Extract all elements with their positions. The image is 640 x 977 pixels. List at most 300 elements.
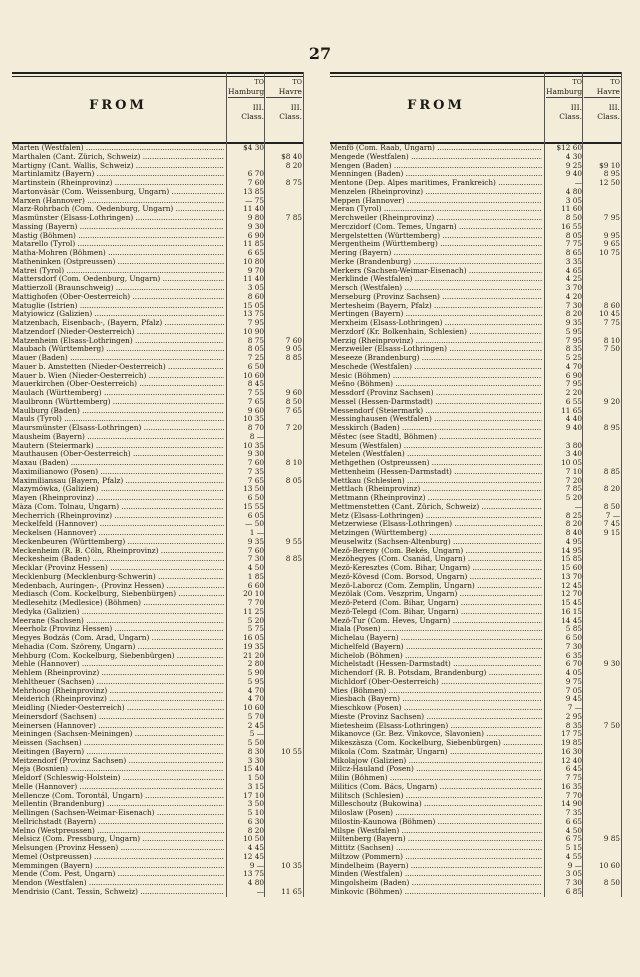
place-name: Mazymówka, (Galizien) ..... [12,485,224,494]
table-header [330,72,622,144]
place-name: Mattighofen (Ober-Oesterreich) ..... [12,293,224,302]
place-name: Meckesheim (Baden) ..... [12,555,224,564]
hamburg-column-header: TO Hamburg III. Class. [546,78,583,121]
havre-fare: 9 60 [285,388,302,397]
place-name: Michelfeld (Bayern) ..... [330,643,542,652]
hamburg-fare: 17 10 [243,790,264,800]
hamburg-fare: 8 20 [565,519,582,529]
place-name: Maulach (Württemberg) ..... [12,389,224,398]
hamburg-fare: 7 35 [247,466,264,476]
place-name: Melsungen (Provinz Hessen) ..... [12,844,224,853]
havre-fare: 7 — [605,510,620,520]
hamburg-fare: 8 20 [565,309,582,319]
place-name: Mingolsheim (Baden) ..... [330,879,542,888]
havre-fare: 9 05 [285,344,302,354]
hamburg-fare: 6 85 [565,886,582,896]
place-name: Meckenbeuren (Württemberg) ..... [12,538,224,547]
place-name: Mikanovce (Gr. Bez. Vinkovce, Slavonien) ..... [330,730,542,739]
havre-fare: 10 75 [599,248,620,257]
place-name: Megyes Bodzás (Com. Arad, Ungarn) ..... [12,634,224,643]
hamburg-fare: 7 25 [247,353,264,362]
place-name: Mesum (Westfalen) ..... [330,442,542,451]
hamburg-fare: 1 50 [247,773,264,782]
havre-fare: 10 55 [281,746,302,756]
hamburg-fare: 15 40 [243,764,264,774]
place-name: Mettlach (Rheinprovinz) ..... [330,485,542,494]
hamburg-fare: 7 95 [565,379,582,389]
hamburg-fare: 6 50 [247,493,264,502]
havre-fare: 9 15 [603,528,620,537]
place-name: Mediasch (Com. Kockelburg, Siebenbürgen) ..... [12,590,224,599]
right-rate-list [330,144,622,897]
place-name: Meppen (Hannover) ..... [330,197,542,206]
hamburg-fare: 11 85 [243,239,264,249]
place-name: Maxau (Baden) ..... [12,459,224,468]
havre-fare: 7 85 [285,213,302,222]
place-name: Meran (Tyrol) ..... [330,205,542,214]
place-name: Michendorf (R. B. Potsdam, Brandenburg) ..... [330,669,542,678]
place-name: Maulbronn (Württemberg) ..... [12,398,224,407]
hamburg-fare: 3 50 [247,799,264,809]
havre-fare: 8 95 [603,423,620,432]
place-name: Medenbach, Auringen-, (Provinz Hessen) ..... [12,582,224,591]
hamburg-fare: 7 20 [565,475,582,485]
left-column [12,72,304,897]
place-name: Miesbach (Bayern) ..... [330,695,542,704]
havre-fare: 10 45 [599,309,620,319]
havre-fare: 7 50 [603,344,620,354]
hamburg-fare: 5 — [249,729,264,739]
place-name: Mentone (Dep. Alpes maritimes, Frankreich) ..... [330,179,542,188]
havre-fare: 7 65 [285,405,302,415]
place-name: Mikeszàsza (Com. Kockelburg, Siebenbürgen) ..... [330,739,542,748]
hamburg-fare: 6 60 [247,580,264,590]
hamburg-fare: 8 05 [565,230,582,240]
place-name: Mengen (Baden) ..... [330,162,542,171]
hamburg-fare: 4 65 [565,265,582,275]
place-name: Maulburg (Baden) ..... [12,407,224,416]
place-name: Mendrisio (Cant. Tessin, Schweiz) ..... [12,888,224,897]
hamburg-fare: 14 95 [561,545,582,555]
place-name: Michelob (Böhmen) ..... [330,652,542,661]
place-name: Mezöhegyes (Com. Csanád, Ungarn) ..... [330,555,542,564]
hamburg-fare: 12 45 [243,851,264,861]
place-name: Mesic (Böhmen) ..... [330,372,542,381]
place-name: Mayen (Rheinprovinz) ..... [12,494,224,503]
hamburg-fare: 10 50 [243,834,264,844]
hamburg-fare: 11 65 [561,405,582,415]
column-rule [582,72,583,897]
hamburg-fare: 6 65 [565,816,582,826]
hamburg-fare: 11 60 [561,204,582,214]
hamburg-fare: 10 80 [243,256,264,266]
place-name: Meckelsen (Hannover) ..... [12,529,224,538]
place-name: Milleschoutz (Bukowina) ..... [330,800,542,809]
place-name: Miala (Posen) ..... [330,625,542,634]
hamburg-fare: 7 — [567,703,582,712]
left-rate-list [12,144,304,897]
hamburg-fare: 17 75 [561,729,582,739]
table-row [12,153,304,162]
place-name: Mettmann (Rheinprovinz) ..... [330,494,542,503]
havre-fare: 9 65 [603,239,620,249]
place-name: Miltzow (Pommern) ..... [330,853,542,862]
hamburg-fare: 3 05 [565,195,582,205]
hamburg-fare: 7 70 [247,598,264,607]
place-name: Melsicz (Com. Pressburg, Ungarn) ..... [12,835,224,844]
havre-fare: 7 45 [603,519,620,529]
place-name: Mettmenstetten (Cant. Zürich, Schweiz) ..... [330,503,542,512]
place-name: Medlesehitz (Medlesice) (Böhmen) ..... [12,599,224,608]
place-name: Mattierzoll (Braunschweig) ..... [12,284,224,293]
hamburg-fare: 7 75 [565,239,582,249]
place-name: Messel (Hessen-Darmstadt) ..... [330,398,542,407]
havre-fare: 8 85 [285,554,302,564]
place-name: Minden (Westfalen) ..... [330,870,542,879]
place-name: Melno (Westpreussen) ..... [12,827,224,836]
hamburg-fare: 7 55 [247,388,264,397]
place-name: Meerane (Sachsen) ..... [12,617,224,626]
hamburg-fare: 5 20 [247,615,264,625]
havre-fare: 8 75 [285,178,302,187]
hamburg-fare: 5 15 [565,843,582,852]
hamburg-fare: 7 05 [565,685,582,695]
place-name: Marthalen (Cant. Zürich, Schweiz) ..... [12,153,224,162]
havre-fare: 8 10 [603,335,620,345]
hamburg-fare: 2 95 [565,711,582,721]
place-name: Mautern (Steiermark) ..... [12,442,224,451]
place-name: Mehburg (Com. Kockelburg, Siebenbürgen) ..... [12,652,224,661]
place-name: Mehrhoog (Rheinprovinz) ..... [12,687,224,696]
hamburg-fare: 16 05 [243,633,264,642]
place-name: Meckelfeld (Hannover) ..... [12,520,224,529]
hamburg-fare: 15 85 [561,554,582,564]
havre-fare: $9 10 [599,160,620,170]
place-name: Merseburg (Provinz Sachsen) ..... [330,293,542,302]
hamburg-fare: 7 30 [247,554,264,564]
havre-fare: 7 50 [603,720,620,730]
hamburg-fare: — [574,178,582,187]
place-name: Mezölak (Com. Veszprim, Ungarn) ..... [330,590,542,599]
place-name: Martonvàsàr (Com. Weissenburg, Ungarn) ..... [12,188,224,197]
place-name: Melle (Hannover) ..... [12,783,224,792]
place-name: Marten (Westfalen) ..... [12,144,224,153]
place-name: Meuselwitz (Sachsen-Altenburg) ..... [330,538,542,547]
hamburg-fare: 7 30 [565,878,582,887]
place-name: Mecklar (Provinz Hessen) ..... [12,564,224,573]
hamburg-fare: 3 05 [565,869,582,879]
place-name: Meiderich (Rheinprovinz) ..... [12,695,224,704]
place-name: Mikola (Com. Szatmàr, Ungarn) ..... [330,748,542,757]
place-name: Mehadia (Com. Szöreny, Ungarn) ..... [12,643,224,652]
hamburg-fare: 9 30 [247,449,264,459]
place-name: Mezö-Bereny (Com. Bekés, Ungarn) ..... [330,547,542,556]
havre-fare: 8 50 [285,396,302,406]
hamburg-fare: 4 50 [565,825,582,835]
hamburg-fare: 7 60 [247,458,264,467]
havre-fare: 9 95 [603,230,620,240]
hamburg-fare: 8 45 [247,379,264,389]
havre-fare: 8 95 [603,169,620,179]
hamburg-fare: 8 40 [565,528,582,537]
place-name: Màza (Com. Tolnau, Ungarn) ..... [12,503,224,512]
place-name: Merzig (Rheinprovinz) ..... [330,337,542,346]
hamburg-fare: 3 80 [565,440,582,450]
place-name: Martinstein (Rheinprovinz) ..... [12,179,224,188]
place-name: Matzenbach, Eisenbach-, (Bayern, Pfalz) ..... [12,319,224,328]
place-name: Mauthausen (Ober-Oesterreich) ..... [12,450,224,459]
place-name: Menningen (Baden) ..... [330,170,542,179]
havre-fare: 8 50 [603,878,620,887]
place-name: Milostin-Kaunowa (Böhmen) ..... [330,818,542,827]
hamburg-fare: 6 70 [247,169,264,179]
hamburg-fare: 4 70 [565,361,582,371]
place-name: Mezö-Tur (Com. Heves, Ungarn) ..... [330,617,542,626]
place-name: Matarello (Tyrol) ..... [12,240,224,249]
hamburg-fare: — [574,501,582,511]
place-name: Matrei (Tyrol) ..... [12,267,224,276]
table-row [330,888,622,897]
place-name: Mehle (Hannover) ..... [12,660,224,669]
hamburg-fare: 12 40 [561,755,582,765]
hamburg-fare: 16 15 [561,606,582,616]
havre-fare: 7 60 [285,335,302,345]
hamburg-fare: 4 40 [565,414,582,424]
hamburg-fare: 9 40 [565,169,582,179]
hamburg-fare: 13 50 [243,484,264,494]
place-name: Matyiowicz (Galizien) ..... [12,310,224,319]
place-name: Mezö-Keresztes (Com. Bihar, Ungarn) ..... [330,564,542,573]
hamburg-fare: 10 60 [243,703,264,712]
place-name: Messinghausen (Westfalen) ..... [330,415,542,424]
hamburg-fare: 16 55 [561,221,582,231]
hamburg-fare: 7 30 [565,300,582,310]
havre-fare: 9 30 [603,659,620,669]
hamburg-fare: 13 70 [561,571,582,581]
place-name: Militics (Com. Bács, Ungarn) ..... [330,783,542,792]
table-row [12,888,304,897]
place-name: Metzingen (Württemberg) ..... [330,529,542,538]
from-heading: FROM [89,98,147,113]
place-name: Mezö-Telegd (Com. Bihar, Ungarn) ..... [330,608,542,617]
hamburg-fare: 7 95 [565,335,582,345]
hamburg-fare: 10 90 [243,326,264,336]
hamburg-fare: 3 40 [565,449,582,459]
place-name: Meinersen (Hannover) ..... [12,722,224,731]
place-name: Messdorf (Provinz Sachsen) ..... [330,389,542,398]
place-name: Merke (Brandenburg) ..... [330,258,542,267]
place-name: Metz (Elsass-Lothringen) ..... [330,512,542,521]
place-name: Meitingen (Bayern) ..... [12,748,224,757]
place-name: Medyka (Galizien) ..... [12,608,224,617]
hamburg-fare: 7 95 [247,318,264,327]
place-name: Mertingen (Bayern) ..... [330,310,542,319]
place-name: Mindelheim (Bayern) ..... [330,862,542,871]
hamburg-fare: 8 60 [247,291,264,301]
hamburg-fare: 11 25 [243,606,264,616]
havre-column-header: TO Havre III. Class. [584,78,620,121]
hamburg-fare: 16 35 [561,781,582,791]
havre-fare: 7 75 [603,318,620,327]
place-name: Merzdorf (Kr. Bolkenhain, Schlesien) ..... [330,328,542,337]
hamburg-fare: 6 75 [565,834,582,844]
hamburg-fare: 6 05 [247,510,264,520]
place-name: Methgethen (Ostpreussen) ..... [330,459,542,468]
place-name: Meinersdorf (Sachsen) ..... [12,713,224,722]
place-name: Michelstadt (Hessen-Darmstadt) ..... [330,660,542,669]
havre-fare: 11 65 [281,886,302,896]
place-name: Minkovic (Böhmen) ..... [330,888,542,897]
place-name: Mikolajow (Galizien) ..... [330,757,542,766]
hamburg-fare: 7 35 [565,808,582,817]
place-name: Mauer b. Wien (Nieder-Oesterreich) ..... [12,372,224,381]
place-name: Maubach (Württemberg) ..... [12,345,224,354]
hamburg-fare: 4 80 [247,878,264,887]
hamburg-fare: 6 45 [565,764,582,774]
hamburg-fare: 10 35 [243,440,264,450]
havre-fare: 8 20 [603,484,620,494]
hamburg-fare: 8 65 [565,248,582,257]
place-name: Mezö-Laborcz (Com. Zemplin, Ungarn) ..... [330,582,542,591]
place-name: Merczidorf (Com. Temes, Ungarn) ..... [330,223,542,232]
place-name: Militsch (Schlesien) ..... [330,792,542,801]
column-rule [264,72,265,897]
hamburg-fare: 10 35 [243,414,264,424]
hamburg-fare: 8 25 [565,510,582,520]
hamburg-fare: 4 20 [565,291,582,301]
place-name: Meschede (Westfalen) ..... [330,363,542,372]
hamburg-fare: 6 65 [247,248,264,257]
hamburg-fare: 11 40 [243,204,264,214]
column-rule [621,72,622,897]
place-name: Mellingen (Sachsen-Weimar-Eisenach) ..... [12,809,224,818]
hamburg-fare: 6 50 [247,361,264,371]
place-name: Mecherrich (Rheinprovinz) ..... [12,512,224,521]
hamburg-fare: 9 80 [247,213,264,222]
place-name: Masmünster (Elsass-Lothringen) ..... [12,214,224,223]
place-name: Martigny (Cant. Wallis, Schweiz) ..... [12,162,224,171]
place-name: Mendon (Westfalen) ..... [12,879,224,888]
hamburg-fare: 5 25 [565,353,582,362]
hamburg-fare: 6 90 [565,370,582,380]
hamburg-fare: 16 30 [561,746,582,756]
hamburg-fare: 5 75 [247,624,264,634]
hamburg-fare: 9 — [249,860,264,870]
place-name: Miloslaw (Posen) ..... [330,809,542,818]
hamburg-fare: 3 05 [247,283,264,292]
place-name: Merklinde (Westfalen) ..... [330,275,542,284]
hamburg-fare: 12 45 [561,580,582,590]
place-name: Mauer (Baden) ..... [12,354,224,363]
place-name: Meerholz (Provinz Hessen) ..... [12,625,224,634]
place-name: Mellentin (Brandenburg) ..... [12,800,224,809]
hamburg-fare: 9 70 [247,265,264,275]
place-name: Merxheim (Elsass-Lothringen) ..... [330,319,542,328]
hamburg-fare: 9 45 [565,694,582,704]
hamburg-fare: 15 60 [561,563,582,572]
column-rule [544,72,545,897]
havre-fare: 8 85 [603,466,620,476]
havre-fare: $8 40 [281,151,302,161]
havre-column-header: TO Havre III. Class. [266,78,302,121]
hamburg-fare: 10 60 [243,370,264,380]
place-name: Miltenberg (Bayern) ..... [330,835,542,844]
hamburg-fare: 9 40 [565,423,582,432]
havre-fare: 7 95 [603,213,620,222]
hamburg-fare: 8 35 [565,720,582,730]
place-name: Matheninken (Ostpreussen) ..... [12,258,224,267]
place-name: Martinlamitz (Bayern) ..... [12,170,224,179]
hamburg-fare: 6 55 [565,396,582,406]
place-name: Marz-Rohrbach (Com. Oedenburg, Ungarn) ..... [12,205,224,214]
hamburg-fare: 9 60 [247,405,264,415]
place-name: Merchweiler (Rheinprovinz) ..... [330,214,542,223]
place-name: Michelau (Bayern) ..... [330,634,542,643]
hamburg-fare: 9 25 [565,160,582,170]
place-name: Mersch (Westfalen) ..... [330,284,542,293]
hamburg-fare: 5 90 [247,668,264,677]
place-name: Mezö-Kövesd (Com. Borsod, Ungarn) ..... [330,573,542,582]
hamburg-fare: 9 35 [565,318,582,327]
havre-fare: 8 85 [285,353,302,362]
hamburg-fare: 5 10 [247,808,264,817]
havre-fare: 7 20 [285,423,302,432]
hamburg-fare: — 75 [245,195,264,205]
column-rule [303,72,304,897]
place-name: Meldorf (Schleswig-Holstein) ..... [12,774,224,783]
place-name: Mieste (Provinz Sachsen) ..... [330,713,542,722]
hamburg-fare: 7 65 [247,475,264,485]
hamburg-fare: 4 55 [565,851,582,861]
place-name: Mešno (Böhmen) ..... [330,380,542,389]
hamburg-fare: 7 30 [565,641,582,651]
hamburg-fare: 3 30 [247,755,264,765]
place-name: Mecklenburg (Mecklenburg-Schwerin) ..... [12,573,224,582]
table-row [330,424,622,433]
place-name: Metelen (Westfalen) ..... [330,450,542,459]
place-name: Matha-Mohren (Böhmen) ..... [12,249,224,258]
hamburg-fare: 11 40 [243,274,264,284]
hamburg-fare: 12 70 [561,589,582,599]
hamburg-fare: 8 20 [247,825,264,835]
hamburg-fare: — [256,886,264,896]
hamburg-fare: 20 10 [243,589,264,599]
place-name: Meidling (Nieder-Oesterreich) ..... [12,704,224,713]
place-name: Mastig (Böhmen) ..... [12,232,224,241]
place-name: Maximiliansau (Bayern, Pfalz) ..... [12,477,224,486]
place-name: Meja (Bosnien) ..... [12,765,224,774]
place-name: Mauls (Tyrol) ..... [12,415,224,424]
place-name: Massing (Bayern) ..... [12,223,224,232]
hamburg-fare: 7 60 [247,545,264,555]
place-name: Mende (Com. Pest, Ungarn) ..... [12,870,224,879]
hamburg-fare: 15 55 [243,501,264,511]
hamburg-fare: 2 45 [247,720,264,730]
place-name: Meckenheim (R. B. Cöln, Rheinprovinz) ..... [12,547,224,556]
hamburg-fare: 13 75 [243,309,264,319]
place-name: Mergentheim (Württemberg) ..... [330,240,542,249]
place-name: Messkirch (Baden) ..... [330,424,542,433]
hamburg-fare: 2 20 [565,388,582,397]
hamburg-fare: 8 05 [247,344,264,354]
hamburg-fare: 13 85 [243,186,264,196]
place-name: Menfö (Com. Raab, Ungarn) ..... [330,144,542,153]
hamburg-fare: 6 35 [565,650,582,660]
hamburg-column-header: TO Hamburg III. Class. [228,78,265,121]
table-header [12,72,304,144]
hamburg-fare: 4 50 [247,563,264,572]
place-name: Mietesheim (Elsass-Lothringen) ..... [330,722,542,731]
